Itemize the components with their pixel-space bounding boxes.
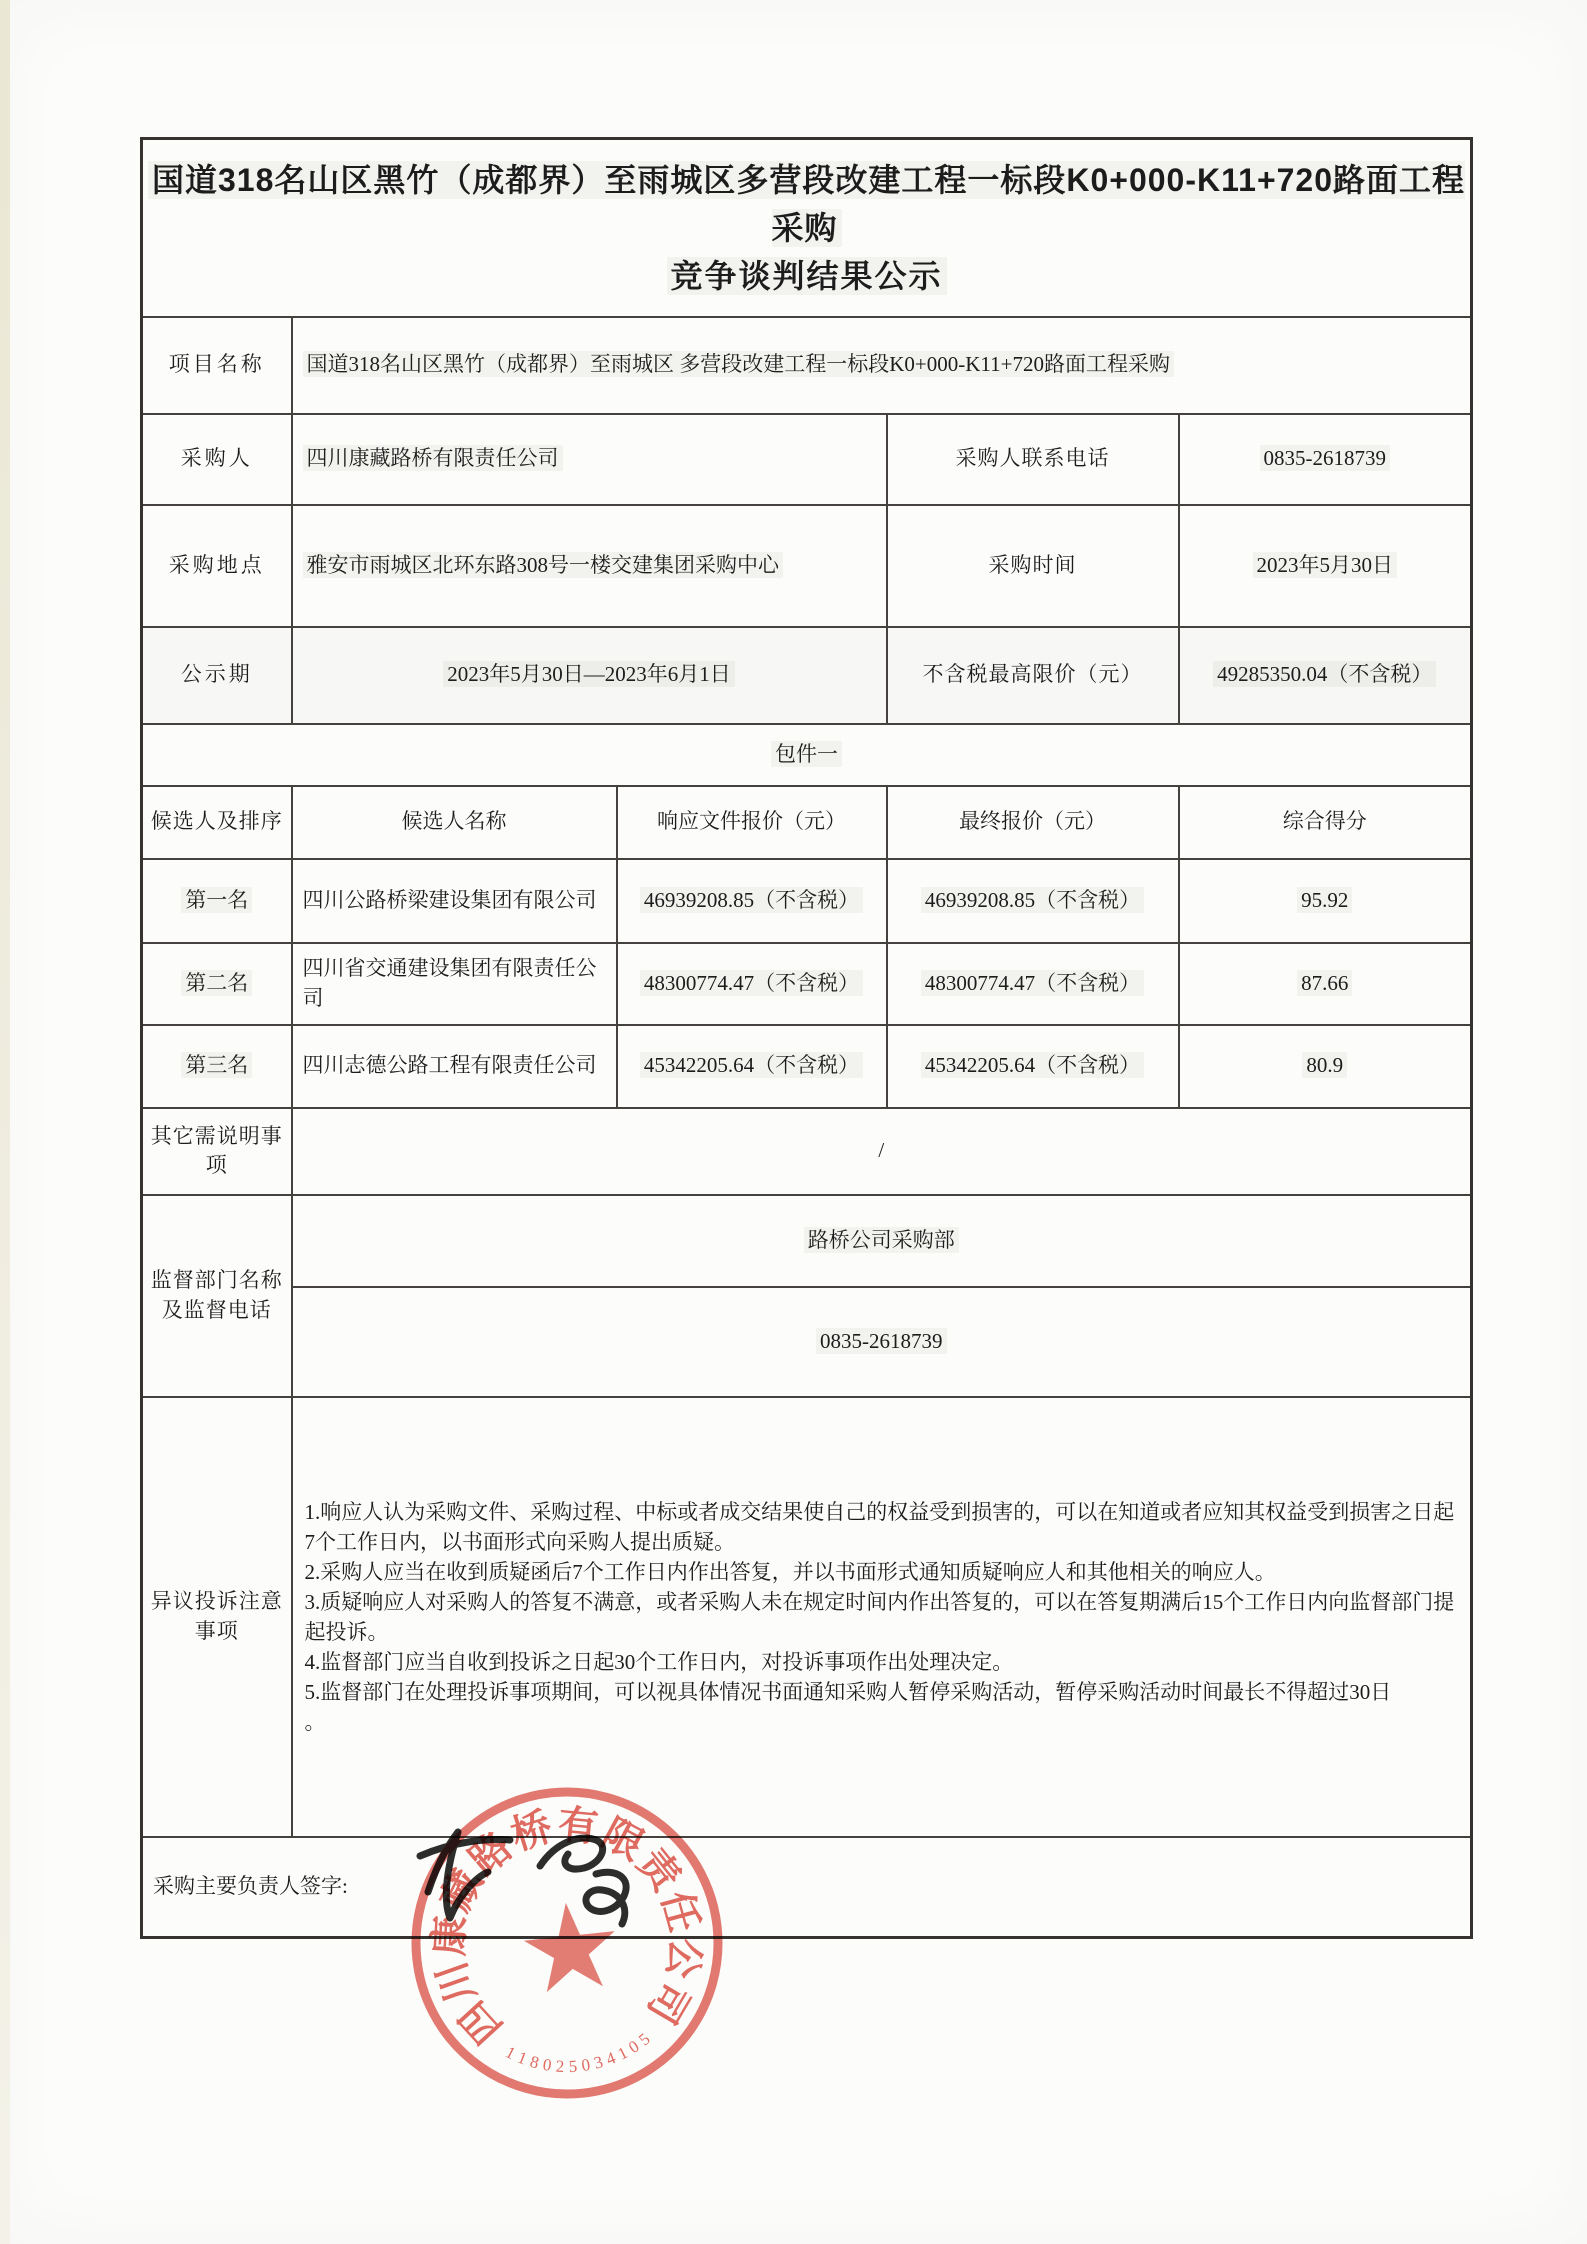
stamp-glyph: 4 [603,2047,620,2069]
stamp-glyph: 任 [653,1886,708,1937]
header-rank: 候选人及排序 [142,786,292,859]
objection-item: 1.响应人认为采购文件、采购过程、中标或者成交结果使自己的权益受到损害的，可以在知道或者应知其权益受到损害之日起7个工作日内，以书面形式向采购人提出质疑。 [304,1499,1455,1554]
stamp-glyph: 1 [614,2042,632,2064]
header-final-price: 最终报价（元） [887,786,1179,859]
stamp-glyph: 0 [625,2036,644,2058]
stamp-glyph: 司 [638,1973,698,2032]
result-table [140,137,1473,1939]
objection-item: 5.监督部门在处理投诉事项期间，可以视具体情况书面通知采购人暂停采购活动，暂停采购活动时间最长不得超过30日 [304,1679,1392,1704]
stamp-glyph: 0 [580,2054,593,2076]
stamp-glyph: 康 [426,1914,474,1958]
stamp-glyph: 3 [591,2051,607,2073]
candidate-rank: 第一名 [142,859,292,943]
other-notes-row [142,1108,1472,1195]
other-notes-value: / [292,1108,1472,1195]
objection-label: 异议投诉注意事项 [142,1397,292,1837]
title-line-2: 竞争谈判结果公示 [147,252,1466,300]
candidate-final-price: 46939208.85（不含税） [887,859,1179,943]
header-score: 综合得分 [1179,786,1472,859]
package-row [142,724,1472,786]
publicity-row [142,627,1472,724]
max-price-value: 49285350.04（不含税） [1179,627,1472,724]
objection-item: 2.采购人应当在收到质疑函后7个工作日内作出答复，并以书面形式通知质疑响应人和其他相关的响应人。 [304,1559,1276,1584]
publicity-label: 公示期 [142,627,292,724]
candidate-doc-price: 48300774.47（不含税） [617,943,887,1025]
buyer-row [142,414,1472,505]
objection-item: 。 [304,1709,326,1734]
buyer-label: 采购人 [142,414,292,505]
project-name-value: 国道318名山区黑竹（成都界）至雨城区 多营段改建工程一标段K0+000-K11+720路面工程采购 [292,317,1472,414]
candidate-row-1 [142,859,1472,943]
stamp-glyph: 0 [541,2054,554,2076]
header-name: 候选人名称 [292,786,617,859]
stamp-glyph: 1 [514,2047,531,2069]
stamp-glyph: 川 [428,1955,485,2009]
candidate-score: 80.9 [1179,1025,1472,1108]
candidate-final-price: 45342205.64（不含税） [887,1025,1179,1108]
candidate-name: 四川省交通建设集团有限责任公司 [292,943,617,1025]
location-row [142,505,1472,627]
stamp-glyph: 桥 [505,1803,558,1859]
stamp-glyph: 5 [568,2056,579,2077]
max-price-label: 不含税最高限价（元） [887,627,1179,724]
candidate-name: 四川公路桥梁建设集团有限公司 [292,859,617,943]
company-stamp [397,1773,737,2113]
stamp-glyph: 1 [502,2042,520,2064]
stamp-glyph: 限 [594,1810,652,1870]
candidate-rank: 第二名 [142,943,292,1025]
objection-item: 3.质疑响应人对采购人的答复不满意，或者采购人未在规定时间内作出答复的，可以在答复期满后15个工作日内向监督部门提起投诉。 [304,1589,1455,1644]
location-label: 采购地点 [142,505,292,627]
buyer-phone-value: 0835-2618739 [1179,414,1472,505]
stamp-glyph: 责 [628,1840,690,1900]
stamp-glyph: 路 [460,1823,521,1884]
candidate-rank: 第三名 [142,1025,292,1108]
candidate-final-price: 48300774.47（不含税） [887,943,1179,1025]
location-value: 雅安市雨城区北环东路308号一楼交建集团采购中心 [292,505,887,627]
document-title [142,139,1472,317]
supervision-label: 监督部门名称及监督电话 [142,1195,292,1397]
publicity-value: 2023年5月30日—2023年6月1日 [292,627,887,724]
scan-edge-strip [0,0,10,2244]
other-notes-label: 其它需说明事项 [142,1108,292,1195]
candidate-doc-price: 46939208.85（不含税） [617,859,887,943]
stamp-glyph: 公 [658,1935,709,1982]
objection-row [142,1397,1472,1837]
buyer-phone-label: 采购人联系电话 [887,414,1179,505]
title-line-1: 国道318名山区黑竹（成都界）至雨城区多营段改建工程一标段K0+000-K11+720路面工程采购 [147,156,1466,252]
stamp-glyph: 有 [556,1801,601,1851]
candidate-score: 87.66 [1179,943,1472,1025]
buyer-value: 四川康藏路桥有限责任公司 [292,414,887,505]
supervision-row-1 [142,1195,1472,1287]
purchase-time-value: 2023年5月30日 [1179,505,1472,627]
candidate-row-3 [142,1025,1472,1108]
stamp-glyph: 藏 [432,1862,491,1919]
candidate-doc-price: 45342205.64（不含税） [617,1025,887,1108]
supervision-phone: 0835-2618739 [292,1287,1472,1397]
stamp-glyph: 5 [635,2028,655,2050]
stamp-glyph: 8 [527,2051,543,2073]
supervision-row-2 [142,1287,1472,1397]
candidates-header-row [142,786,1472,859]
header-doc-price: 响应文件报价（元） [617,786,887,859]
objection-content [292,1397,1472,1837]
title-row [142,139,1472,317]
supervision-department: 路桥公司采购部 [292,1195,1472,1287]
package-title: 包件一 [142,724,1472,786]
signature-label: 采购主要负责人签字: [142,1837,1472,1938]
stamp-glyph: 2 [555,2056,566,2077]
candidate-score: 95.92 [1179,859,1472,943]
candidate-row-2 [142,943,1472,1025]
project-row [142,317,1472,414]
stamp-star [520,1898,620,1994]
purchase-time-label: 采购时间 [887,505,1179,627]
objection-item: 4.监督部门应当自收到投诉之日起30个工作日内，对投诉事项作出处理决定。 [304,1649,1014,1674]
signature-row [142,1837,1472,1938]
project-name-label: 项目名称 [142,317,292,414]
stamp-glyph: 四 [450,1992,511,2053]
candidate-name: 四川志德公路工程有限责任公司 [292,1025,617,1108]
